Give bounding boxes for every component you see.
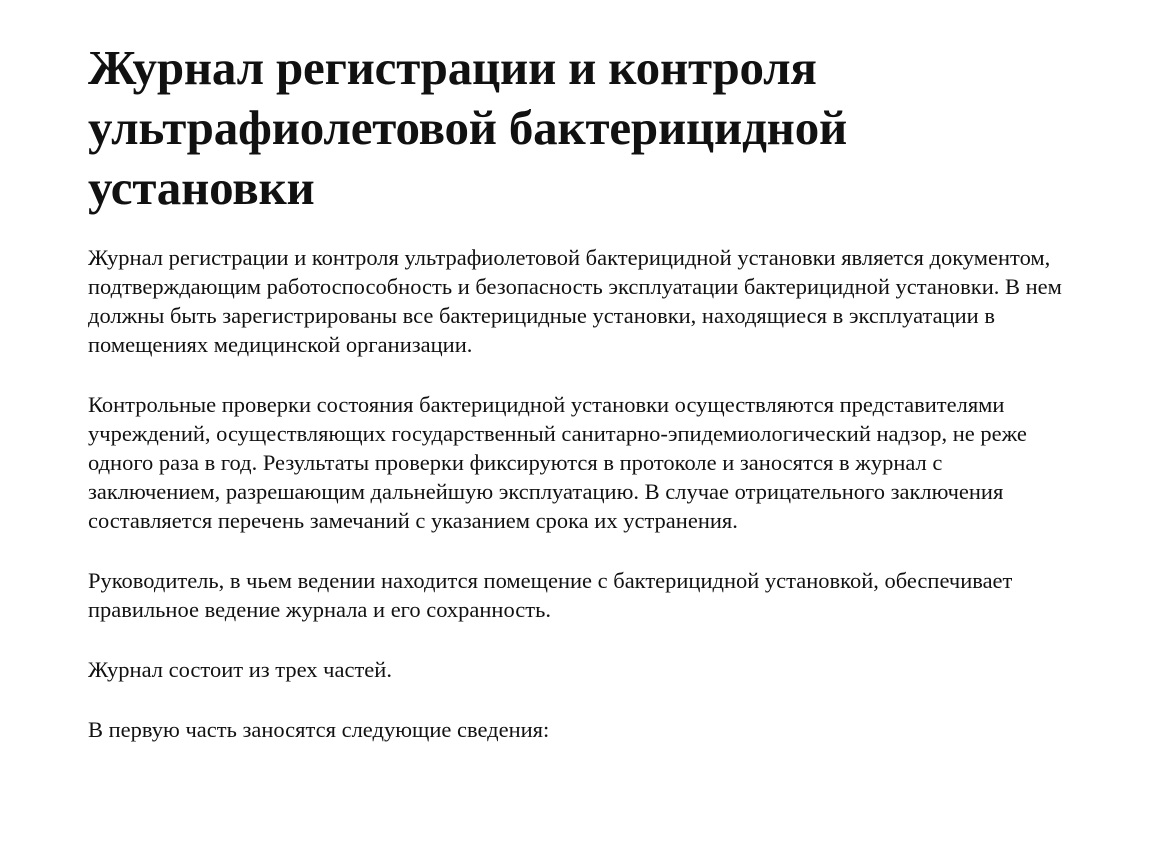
paragraph-first-part: В первую часть заносятся следующие сведения: <box>88 717 550 742</box>
paragraph-structure: Журнал состоит из трех частей. <box>88 657 392 682</box>
page-title: Журнал регистрации и контроля ультрафиолетовой бактерицидной установки <box>88 40 848 215</box>
paragraph-inspections: Контрольные проверки состояния бактерицидной установки осуществляются представителями учреждений, осуществляющих государственный санитарно-эпидемиологический надзор, не реже одного раза в год. Результаты проверки фиксируются в протоколе и заносятся в журнал с заключением, разрешающим дальнейшую эксплуатацию. В случае отрицательного заключения составляется перечень замечаний с указанием срока их устранения. <box>88 392 1027 533</box>
paragraph-responsibility: Руководитель, в чьем ведении находится помещение с бактерицидной установкой, обеспечивает правильное ведение журнала и его сохранность. <box>88 568 1013 622</box>
document-body <box>88 38 1078 775</box>
paragraph-intro: Журнал регистрации и контроля ультрафиолетовой бактерицидной установки является документом, подтверждающим работоспособность и безопасность эксплуатации бактерицидной установки. В нем должны быть зарегистрированы все бактерицидные установки, находящиеся в эксплуатации в помещениях медицинской организации. <box>88 245 1062 357</box>
